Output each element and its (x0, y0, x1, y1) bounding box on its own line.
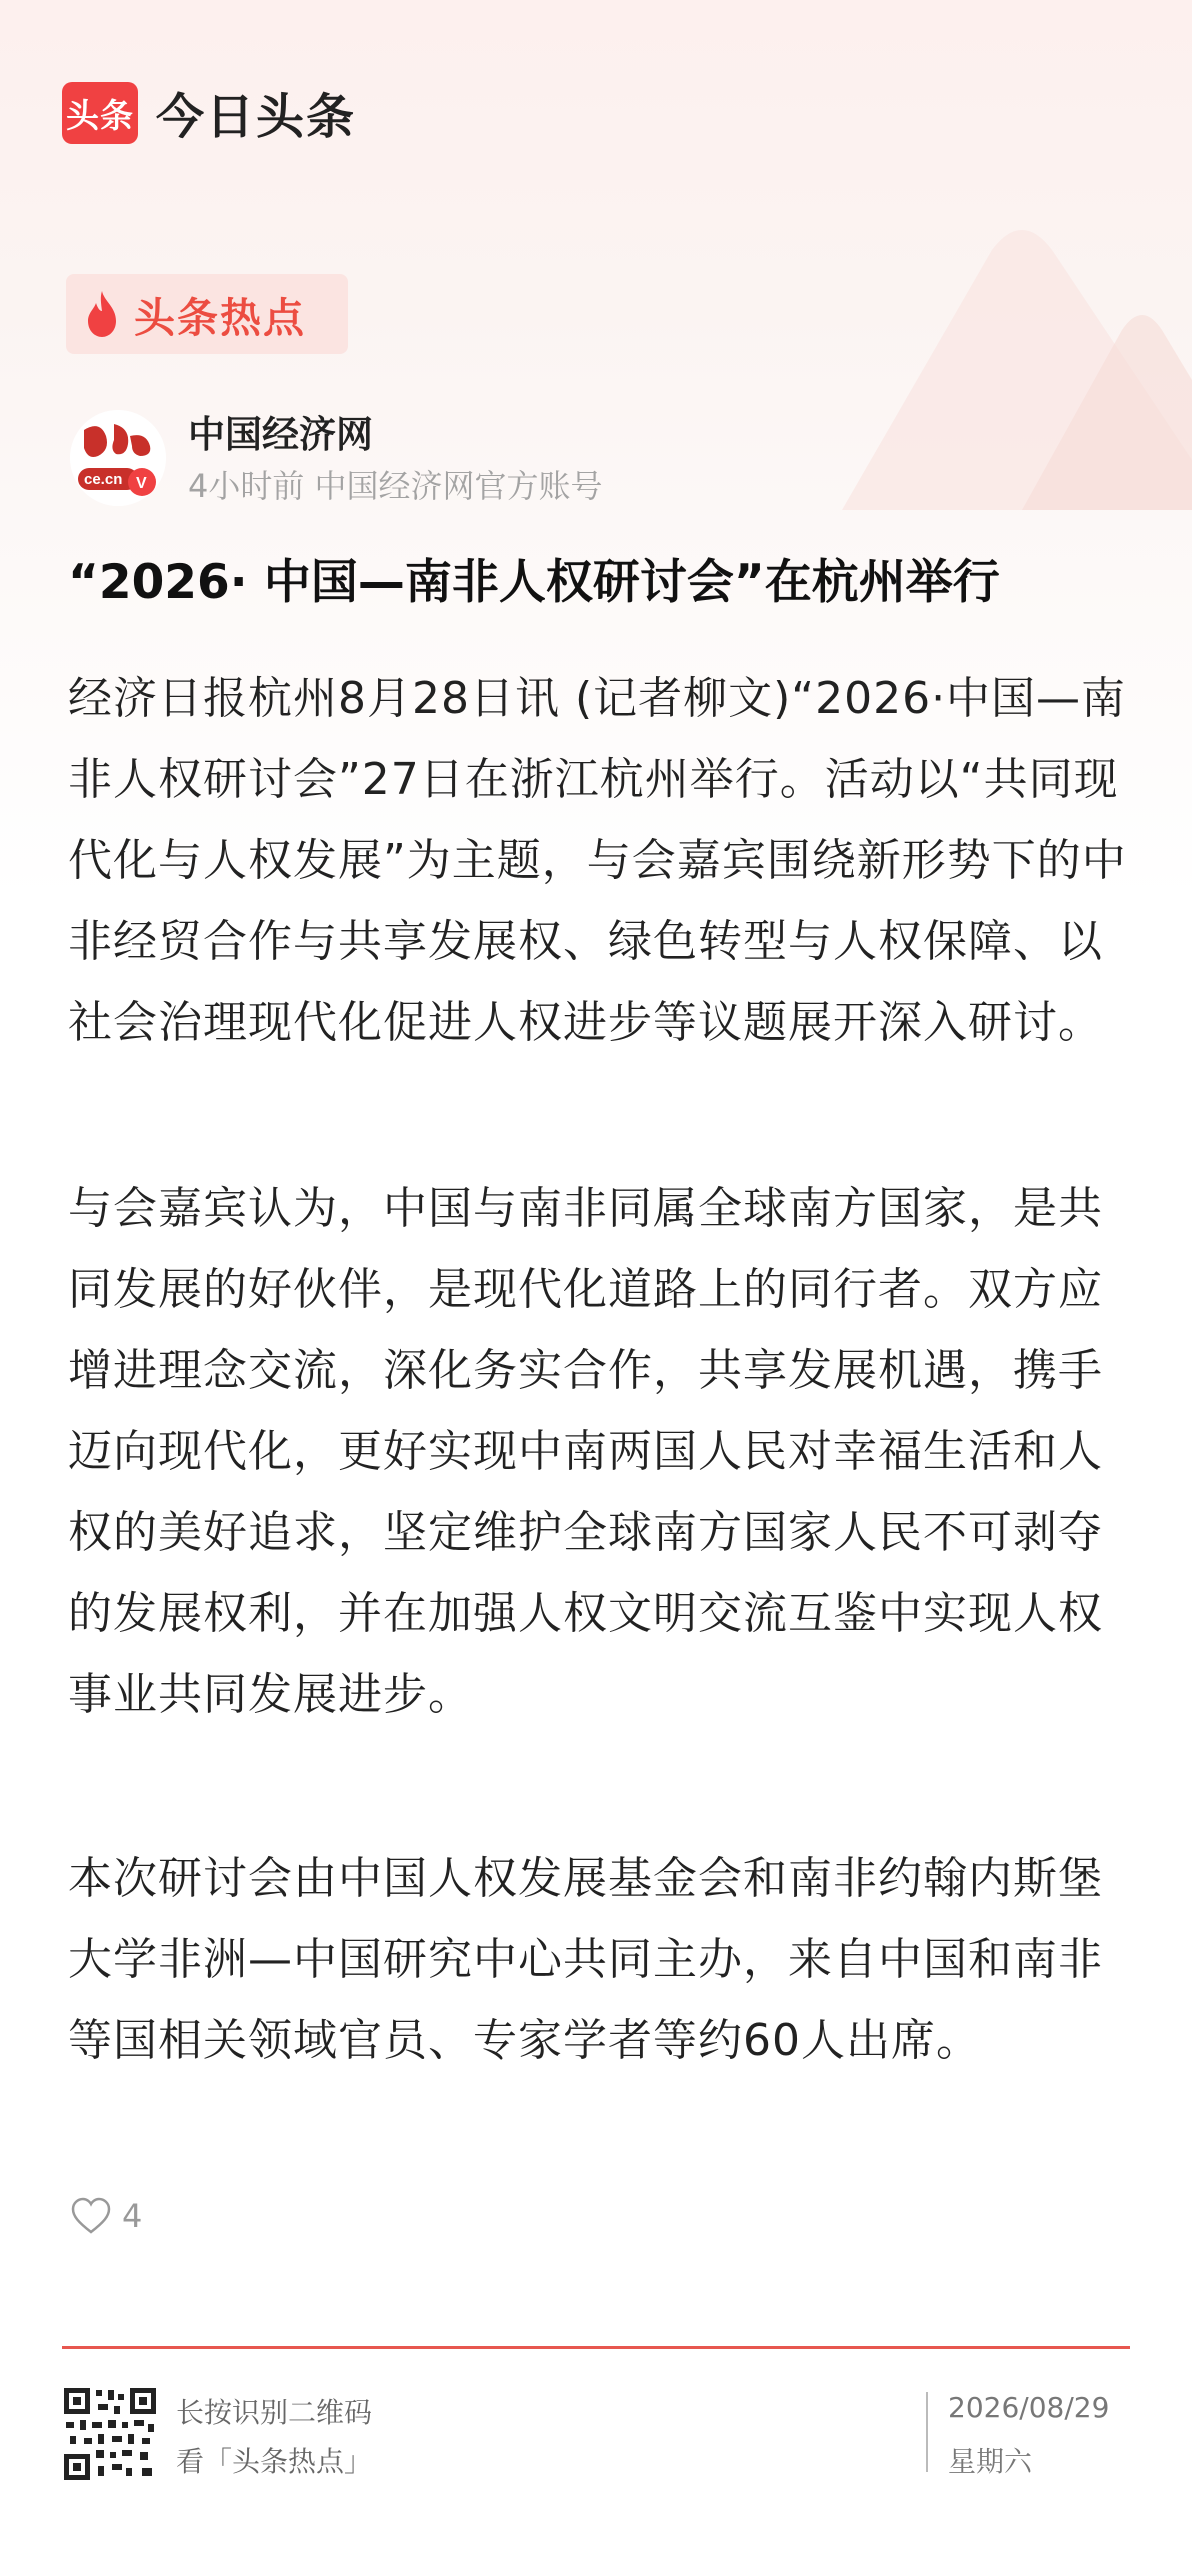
avatar-logo (70, 410, 166, 506)
hot-topic-label: 头条热点 (134, 293, 306, 342)
heart-icon (70, 2196, 112, 2236)
article-paragraph: 本次研讨会由中国人权发展基金会和南非约翰内斯堡大学非洲—中国研究中心共同主办，来自中国和南非等国相关领域官员、专家学者等约60人出席。 (68, 1853, 1103, 2066)
qr-hint-line1: 长按识别二维码 (176, 2396, 373, 2429)
footer-separator (926, 2392, 928, 2472)
footer-date: 2026/08/29 (948, 2391, 1110, 2424)
qr-code[interactable] (62, 2386, 158, 2482)
avatar-text: ce.cn (84, 471, 123, 488)
flame-icon (82, 289, 122, 339)
qr-hint-line2: 看「头条热点」 (176, 2445, 373, 2478)
hot-topic-tag[interactable] (66, 274, 348, 354)
article-paragraph: 与会嘉宾认为，中国与南非同属全球南方国家，是共同发展的好伙伴，是现代化道路上的同行者。双方应增进理念交流，深化务实合作，共享发展机遇，携手迈向现代化，更好实现中南两国人民对幸福生活和人权的美好追求，坚定维护全球南方国家人民不可剥夺的发展权利，并在加强人权文明交流互鉴中实现人权事业共同发展进步。 (68, 1183, 1103, 1720)
article-title: “2026· 中国—南非人权研讨会”在杭州举行 (68, 555, 1000, 610)
author-name[interactable]: 中国经济网 (188, 413, 373, 456)
background-decoration (692, 130, 1192, 510)
verified-badge: V (136, 475, 147, 492)
app-name: 今日头条 (156, 89, 357, 145)
article-paragraph: 经济日报杭州8月28日讯 (记者柳文)“2026·中国—南非人权研讨会”27日在浙江杭州举行。活动以“共同现代化与人权发展”为主题，与会嘉宾围绕新形势下的中非经贸合作与共享发展权、绿色转型与人权保障、以社会治理现代化促进人权进步等议题展开深入研讨。 (68, 673, 1127, 1048)
footer-weekday: 星期六 (948, 2445, 1033, 2478)
like-button[interactable] (70, 2196, 142, 2236)
app-logo: 头条 (62, 82, 138, 144)
post-meta: 4小时前 中国经济网官方账号 (188, 467, 603, 505)
footer-divider (62, 2346, 1130, 2349)
author-avatar[interactable] (70, 410, 166, 506)
like-count: 4 (122, 2197, 143, 2235)
